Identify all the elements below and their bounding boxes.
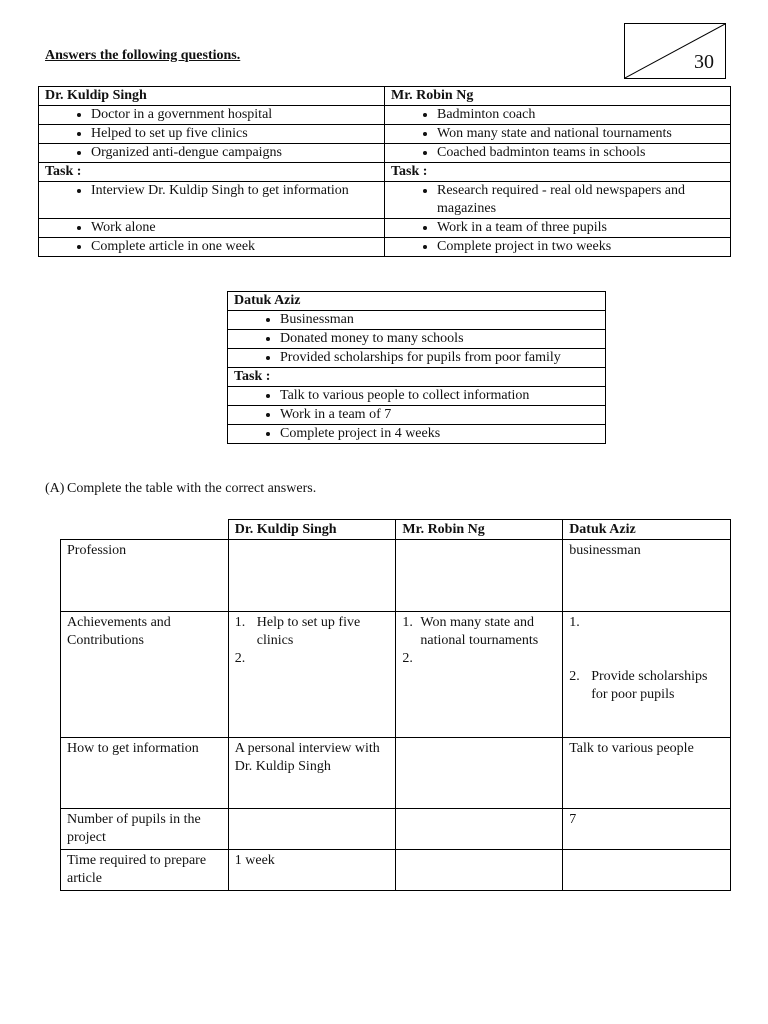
kuldip-fact-cell bbox=[39, 125, 385, 144]
score-value: 30 bbox=[694, 51, 714, 73]
robin-fact-cell bbox=[385, 106, 731, 125]
kuldip-fact: • Organized anti-dengue campaigns bbox=[91, 144, 378, 162]
aziz-task: • Talk to various people to collect information bbox=[280, 387, 599, 405]
robin-fact-cell bbox=[385, 125, 731, 144]
kuldip-fact: • Doctor in a government hospital bbox=[91, 106, 378, 124]
how-label: How to get information bbox=[61, 738, 229, 809]
achievements-robin-cell[interactable] bbox=[396, 612, 563, 738]
kuldip-task: • Work alone bbox=[91, 219, 378, 237]
robin-task-cell bbox=[385, 219, 731, 238]
answer-table bbox=[60, 519, 731, 891]
kuldip-name: Dr. Kuldip Singh bbox=[39, 87, 385, 106]
pupils-label: Number of pupils in the project bbox=[61, 809, 229, 850]
aziz-task-cell bbox=[228, 425, 606, 444]
aziz-fact: • Donated money to many schools bbox=[280, 330, 599, 348]
aziz-task: • Complete project in 4 weeks bbox=[280, 425, 599, 443]
robin-fact-cell bbox=[385, 144, 731, 163]
profession-label: Profession bbox=[61, 540, 229, 612]
robin-task: • Work in a team of three pupils bbox=[437, 219, 724, 237]
answer-header-aziz: Datuk Aziz bbox=[563, 520, 731, 540]
profile-table-kuldip-robin bbox=[38, 86, 731, 257]
achievement-item: 2. bbox=[234, 651, 246, 666]
time-robin-cell[interactable] bbox=[396, 850, 563, 891]
kuldip-task: • Complete article in one week bbox=[91, 238, 378, 256]
answer-header-blank bbox=[61, 520, 229, 540]
kuldip-task: • Interview Dr. Kuldip Singh to get information bbox=[91, 182, 378, 200]
profession-aziz-cell[interactable]: businessman bbox=[563, 540, 731, 612]
achievement-item: 2. bbox=[402, 651, 413, 666]
kuldip-fact-cell bbox=[39, 144, 385, 163]
achievements-label: Achievements and Contributions bbox=[61, 612, 229, 738]
robin-fact: • Badminton coach bbox=[437, 106, 724, 124]
how-robin-cell[interactable] bbox=[396, 738, 563, 809]
score-box bbox=[624, 23, 726, 79]
instruction bbox=[45, 480, 316, 498]
aziz-task-label: Task : bbox=[228, 368, 606, 387]
time-kuldip-cell[interactable]: 1 week bbox=[228, 850, 396, 891]
profession-kuldip-cell[interactable] bbox=[228, 540, 396, 612]
aziz-task-cell bbox=[228, 406, 606, 425]
instruction-text: Complete the table with the correct answers. bbox=[67, 481, 317, 496]
achievement-gap bbox=[569, 632, 724, 668]
answer-header-kuldip: Dr. Kuldip Singh bbox=[228, 520, 396, 540]
aziz-fact: • Businessman bbox=[280, 311, 599, 329]
pupils-robin-cell[interactable] bbox=[396, 809, 563, 850]
robin-task-label: Task : bbox=[385, 163, 731, 182]
kuldip-task-label: Task : bbox=[39, 163, 385, 182]
aziz-fact-cell bbox=[228, 330, 606, 349]
kuldip-task-cell bbox=[39, 238, 385, 257]
profession-robin-cell[interactable] bbox=[396, 540, 563, 612]
profile-table-aziz bbox=[227, 291, 606, 444]
answer-header-robin: Mr. Robin Ng bbox=[396, 520, 563, 540]
aziz-fact-cell bbox=[228, 349, 606, 368]
kuldip-task-cell bbox=[39, 182, 385, 219]
aziz-fact: • Provided scholarships for pupils from poor family bbox=[280, 349, 599, 367]
achievement-item: 1. Help to set up five clinics bbox=[234, 615, 361, 648]
robin-fact: • Won many state and national tournaments bbox=[437, 125, 724, 143]
robin-task-cell bbox=[385, 238, 731, 257]
instruction-marker: (A) bbox=[45, 481, 65, 496]
achievement-item: 2. Provide scholarships for poor pupils bbox=[569, 669, 708, 702]
robin-name: Mr. Robin Ng bbox=[385, 87, 731, 106]
how-aziz-cell[interactable]: Talk to various people bbox=[563, 738, 731, 809]
robin-fact: • Coached badminton teams in schools bbox=[437, 144, 724, 162]
robin-task: • Research required - real old newspapers and magazines bbox=[437, 182, 724, 218]
page-heading: Answers the following questions. bbox=[45, 48, 241, 63]
achievement-item: 1. bbox=[569, 615, 580, 630]
aziz-task: • Work in a team of 7 bbox=[280, 406, 599, 424]
how-kuldip-cell[interactable]: A personal interview with Dr. Kuldip Singh bbox=[228, 738, 396, 809]
robin-task-cell bbox=[385, 182, 731, 219]
achievements-aziz-cell[interactable] bbox=[563, 612, 731, 738]
pupils-kuldip-cell[interactable] bbox=[228, 809, 396, 850]
aziz-task-cell bbox=[228, 387, 606, 406]
time-label: Time required to prepare article bbox=[61, 850, 229, 891]
kuldip-fact-cell bbox=[39, 106, 385, 125]
achievements-kuldip-cell[interactable] bbox=[228, 612, 396, 738]
robin-task: • Complete project in two weeks bbox=[437, 238, 724, 256]
aziz-fact-cell bbox=[228, 311, 606, 330]
achievement-item: 1. Won many state and national tournaments bbox=[402, 615, 539, 648]
pupils-aziz-cell[interactable]: 7 bbox=[563, 809, 731, 850]
time-aziz-cell[interactable] bbox=[563, 850, 731, 891]
aziz-name: Datuk Aziz bbox=[228, 292, 606, 311]
kuldip-fact: • Helped to set up five clinics bbox=[91, 125, 378, 143]
kuldip-task-cell bbox=[39, 219, 385, 238]
